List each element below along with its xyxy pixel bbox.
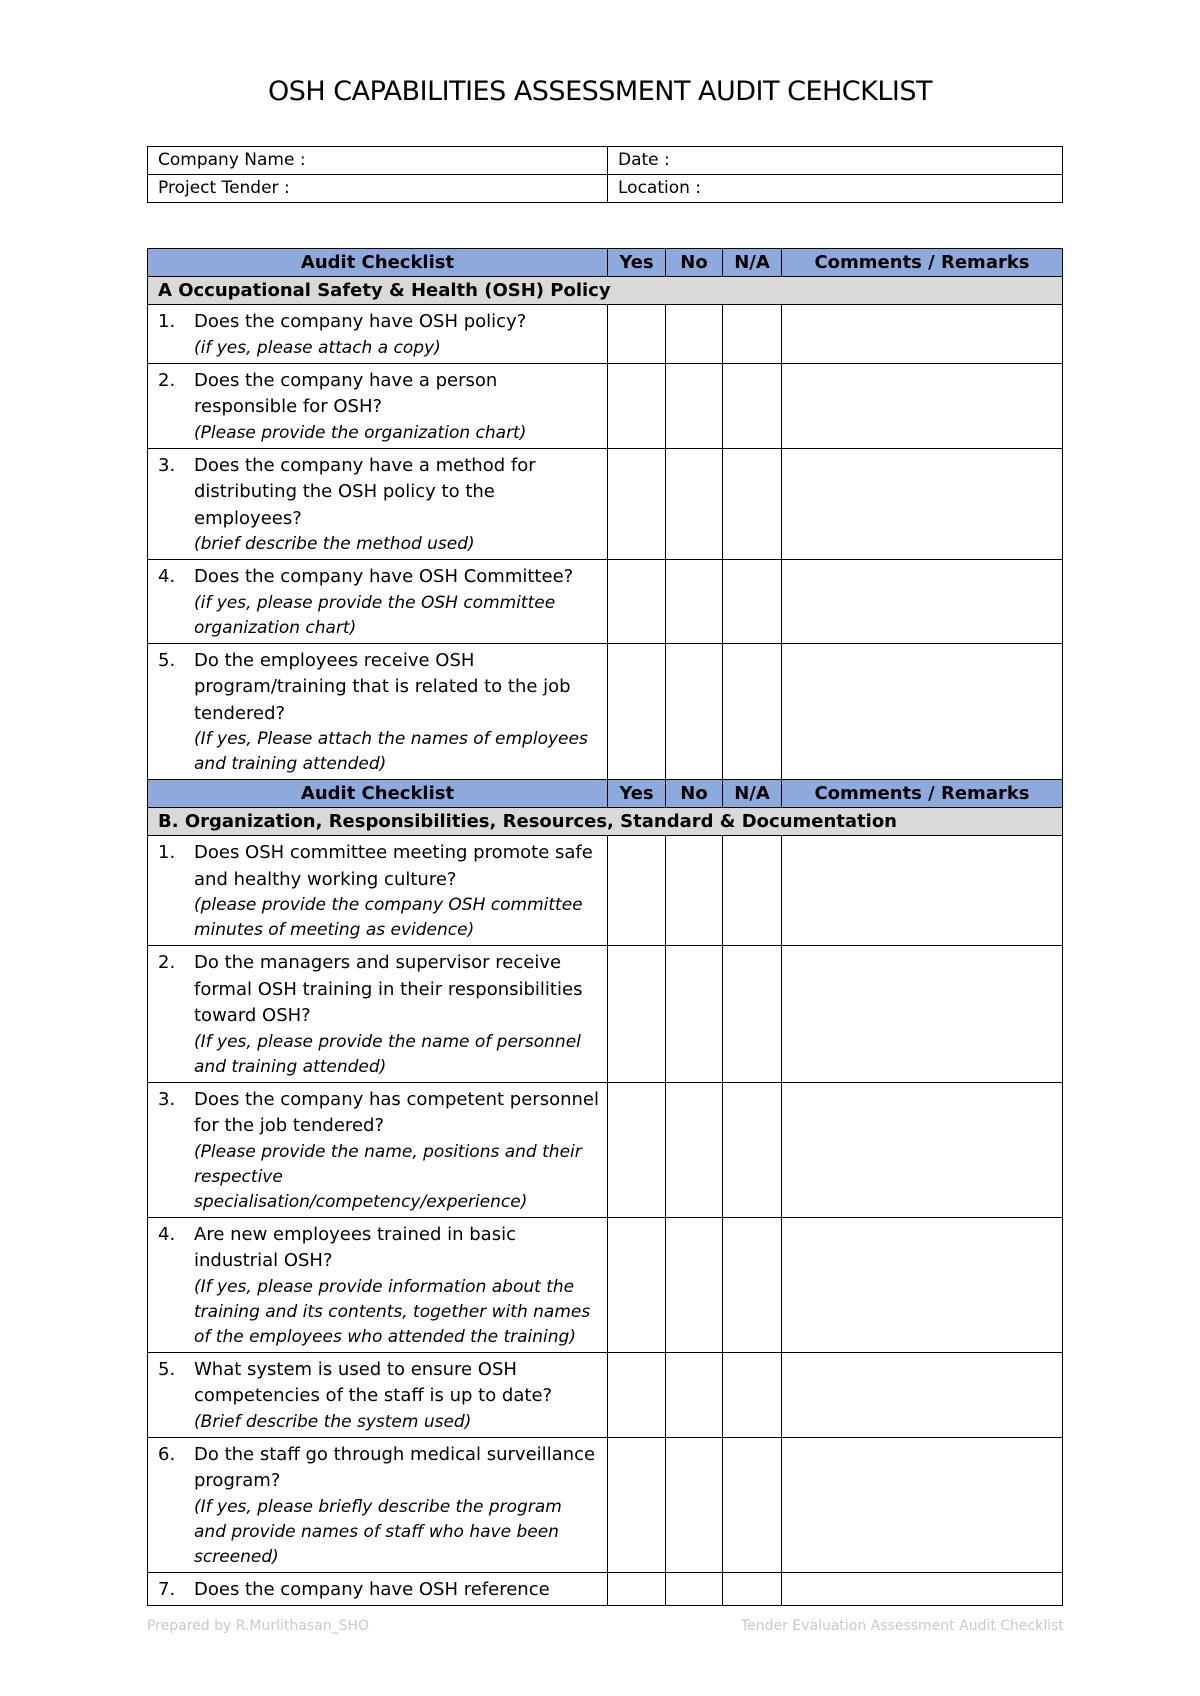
date-field[interactable]: Date : <box>608 147 1063 175</box>
question-text-block <box>194 1442 599 1570</box>
no-cell[interactable] <box>666 1217 723 1352</box>
no-cell[interactable] <box>666 560 723 644</box>
na-cell[interactable] <box>723 1082 782 1217</box>
question-text-block <box>194 840 599 943</box>
question-cell <box>148 836 608 946</box>
question-text-block <box>194 1357 599 1435</box>
no-cell[interactable] <box>666 1352 723 1437</box>
header-yes: Yes <box>608 249 666 277</box>
no-cell[interactable] <box>666 305 723 364</box>
question-text-block <box>194 1087 599 1215</box>
question-cell <box>148 363 608 448</box>
no-cell[interactable] <box>666 363 723 448</box>
na-cell[interactable] <box>723 1572 782 1606</box>
footer-left: Prepared by R.Murlithasan_SHO <box>147 1618 370 1634</box>
comments-cell[interactable] <box>782 836 1063 946</box>
question-note: (If yes, please briefly describe the program and provide names of staff who have been screened) <box>194 1496 562 1567</box>
comments-cell[interactable] <box>782 1437 1063 1572</box>
question-number: 5. <box>158 1358 176 1380</box>
audit-checklist-table <box>147 248 1063 1606</box>
question-number: 3. <box>158 454 176 476</box>
question-number: 4. <box>158 1223 176 1245</box>
question-text: What system is used to ensure OSH competencies of the staff is up to date? <box>194 1358 553 1406</box>
question-note: (if yes, please provide the OSH committee organization chart) <box>194 592 556 638</box>
yes-cell[interactable] <box>608 448 666 560</box>
yes-cell[interactable] <box>608 1217 666 1352</box>
comments-cell[interactable] <box>782 1082 1063 1217</box>
question-cell <box>148 560 608 644</box>
question-text-block <box>194 1222 599 1350</box>
project-tender-field[interactable]: Project Tender : <box>148 175 608 203</box>
na-cell[interactable] <box>723 448 782 560</box>
comments-cell[interactable] <box>782 1572 1063 1606</box>
yes-cell[interactable] <box>608 305 666 364</box>
question-note: (please provide the company OSH committee minutes of meeting as evidence) <box>194 895 583 940</box>
table-row <box>148 643 1063 780</box>
page-title: OSH CAPABILITIES ASSESSMENT AUDIT CEHCKLIST <box>267 76 933 107</box>
yes-cell[interactable] <box>608 1352 666 1437</box>
comments-cell[interactable] <box>782 448 1063 560</box>
comments-cell[interactable] <box>782 1217 1063 1352</box>
table-row <box>148 1352 1063 1437</box>
question-note: (If yes, please provide information about the training and its contents, together with names of the employees who attended the training) <box>194 1276 591 1347</box>
question-note: (if yes, please attach a copy) <box>194 337 441 358</box>
question-number: 1. <box>158 311 176 332</box>
no-cell[interactable] <box>666 448 723 560</box>
table-row <box>148 836 1063 946</box>
comments-cell[interactable] <box>782 643 1063 780</box>
no-cell[interactable] <box>666 946 723 1083</box>
question-text-block <box>194 648 599 778</box>
table-row <box>148 560 1063 644</box>
table-row <box>148 363 1063 448</box>
na-cell[interactable] <box>723 1217 782 1352</box>
section-title: A Occupational Safety & Health (OSH) Policy <box>148 277 1063 305</box>
question-note: (brief describe the method used) <box>194 534 475 554</box>
question-cell <box>148 1217 608 1352</box>
table-row <box>148 1572 1063 1606</box>
question-note: (Please provide the name, positions and their respective specialisation/competency/experience) <box>194 1141 582 1212</box>
table-row <box>148 1437 1063 1572</box>
question-number: 1. <box>158 842 176 863</box>
question-note: (If yes, please provide the name of personnel and training attended) <box>194 1031 581 1077</box>
na-cell[interactable] <box>723 305 782 364</box>
comments-cell[interactable] <box>782 363 1063 448</box>
question-number: 2. <box>158 952 176 973</box>
yes-cell[interactable] <box>608 560 666 644</box>
question-text: Does the company has competent personnel for the job tendered? <box>194 1088 599 1136</box>
yes-cell[interactable] <box>608 1082 666 1217</box>
header-no: No <box>666 249 723 277</box>
question-text: Does the company have OSH policy? <box>194 311 527 332</box>
na-cell[interactable] <box>723 643 782 780</box>
question-text: Does the company have a method for distributing the OSH policy to the employees? <box>194 454 536 529</box>
na-cell[interactable] <box>723 946 782 1083</box>
question-text: Do the employees receive OSH program/training that is related to the job tendered? <box>194 649 571 724</box>
question-number: 2. <box>158 369 176 391</box>
question-cell <box>148 946 608 1083</box>
table-row <box>148 1082 1063 1217</box>
table-row <box>148 1217 1063 1352</box>
question-number: 4. <box>158 566 176 587</box>
header-audit-checklist: Audit Checklist <box>148 780 608 808</box>
table-row <box>148 946 1063 1083</box>
header-yes: Yes <box>608 780 666 808</box>
question-number: 7. <box>158 1578 176 1600</box>
na-cell[interactable] <box>723 1352 782 1437</box>
section-title: B. Organization, Responsibilities, Resources, Standard & Documentation <box>148 808 1063 836</box>
comments-cell[interactable] <box>782 1352 1063 1437</box>
header-na: N/A <box>723 249 782 277</box>
table-header-row <box>148 249 1063 277</box>
question-text: Do the managers and supervisor receive formal OSH training in their responsibilities toward OSH? <box>194 952 583 1026</box>
header-no: No <box>666 780 723 808</box>
question-cell <box>148 448 608 560</box>
na-cell[interactable] <box>723 560 782 644</box>
yes-cell[interactable] <box>608 836 666 946</box>
no-cell[interactable] <box>666 1437 723 1572</box>
footer-right: Tender Evaluation Assessment Audit Checklist <box>741 1618 1064 1634</box>
question-text-block <box>194 1577 599 1604</box>
header-comments: Comments / Remarks <box>782 780 1063 808</box>
header-na: N/A <box>723 780 782 808</box>
table-row <box>148 305 1063 364</box>
question-text: Does the company have a person responsible for OSH? <box>194 369 498 417</box>
section-title-row <box>148 808 1063 836</box>
na-cell[interactable] <box>723 836 782 946</box>
location-field[interactable]: Location : <box>608 175 1063 203</box>
question-text-block <box>194 309 599 361</box>
comments-cell[interactable] <box>782 946 1063 1083</box>
question-text-block <box>194 950 599 1080</box>
table-row <box>148 448 1063 560</box>
question-text-block <box>194 368 599 446</box>
question-text: Do the staff go through medical surveillance program? <box>194 1443 596 1491</box>
question-cell <box>148 1437 608 1572</box>
question-cell <box>148 1352 608 1437</box>
question-cell <box>148 305 608 364</box>
yes-cell[interactable] <box>608 1437 666 1572</box>
question-text-block <box>194 453 599 558</box>
comments-cell[interactable] <box>782 305 1063 364</box>
question-text: Does the company have OSH Committee? <box>194 566 574 587</box>
question-cell <box>148 1572 608 1606</box>
no-cell[interactable] <box>666 836 723 946</box>
no-cell[interactable] <box>666 643 723 780</box>
na-cell[interactable] <box>723 1437 782 1572</box>
header-audit-checklist: Audit Checklist <box>148 249 608 277</box>
table-header-row <box>148 780 1063 808</box>
no-cell[interactable] <box>666 1082 723 1217</box>
question-note: (If yes, Please attach the names of employees and training attended) <box>194 729 588 774</box>
question-cell <box>148 1082 608 1217</box>
question-number: 6. <box>158 1443 176 1465</box>
question-text: Are new employees trained in basic industrial OSH? <box>194 1223 516 1271</box>
question-note: (Please provide the organization chart) <box>194 422 527 443</box>
yes-cell[interactable] <box>608 1572 666 1606</box>
section-title-row <box>148 277 1063 305</box>
yes-cell[interactable] <box>608 363 666 448</box>
question-cell <box>148 643 608 780</box>
question-text: Does the company have OSH reference <box>194 1578 550 1600</box>
comments-cell[interactable] <box>782 560 1063 644</box>
question-text: Does OSH committee meeting promote safe and healthy working culture? <box>194 842 593 890</box>
question-note: (Brief describe the system used) <box>194 1411 472 1432</box>
question-number: 5. <box>158 649 176 671</box>
info-table <box>147 146 1063 203</box>
na-cell[interactable] <box>723 363 782 448</box>
yes-cell[interactable] <box>608 946 666 1083</box>
header-comments: Comments / Remarks <box>782 249 1063 277</box>
question-number: 3. <box>158 1088 176 1110</box>
yes-cell[interactable] <box>608 643 666 780</box>
company-name-field[interactable]: Company Name : <box>148 147 608 175</box>
no-cell[interactable] <box>666 1572 723 1606</box>
question-text-block <box>194 564 599 641</box>
